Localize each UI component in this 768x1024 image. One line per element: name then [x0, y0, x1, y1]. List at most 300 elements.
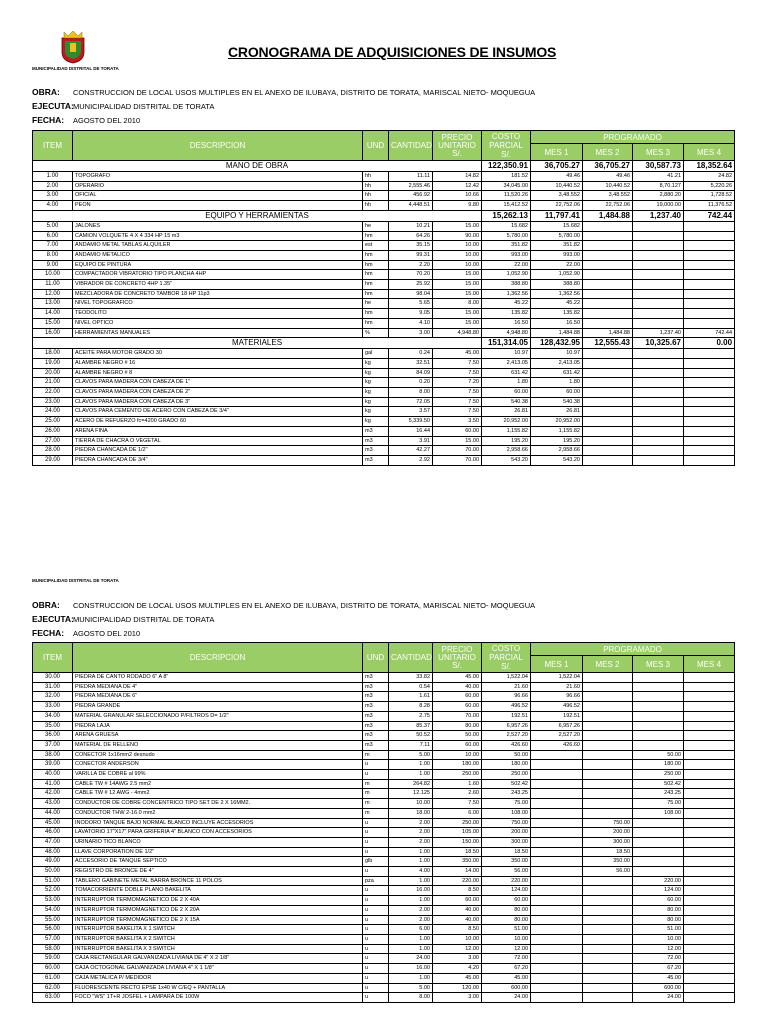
item-mes4	[684, 954, 735, 964]
item-unit: m	[363, 799, 389, 809]
item-precio: 60.00	[433, 692, 482, 702]
section-title: MATERIALES	[33, 338, 482, 349]
fecha-value: AGOSTO DEL 2010	[73, 116, 141, 125]
item-mes1: 2,413.05	[531, 358, 583, 368]
table-row	[33, 896, 735, 906]
table-row	[33, 388, 735, 398]
item-cantidad: 11.11	[389, 172, 433, 182]
ejecuta-value: MUNICIPALIDAD DISTRITAL DE TORATA	[73, 615, 215, 624]
item-cantidad: 3.91	[389, 436, 433, 446]
item-description: NIVEL OPTICO	[73, 318, 363, 328]
item-cantidad: 6.00	[389, 925, 433, 935]
item-mes2	[583, 692, 633, 702]
item-mes4	[684, 455, 735, 465]
table-row	[33, 250, 735, 260]
section-title: EQUIPO Y HERRAMIENTAS	[33, 210, 482, 221]
item-cantidad: 70.20	[389, 270, 433, 280]
item-cantidad: 2.00	[389, 915, 433, 925]
item-cantidad: 5.65	[389, 299, 433, 309]
item-mes1	[531, 896, 583, 906]
item-costo: 4,948.80	[482, 328, 531, 338]
item-mes2	[583, 740, 633, 750]
item-number: 28.00	[33, 446, 73, 456]
col-costo-header: COSTO PARCIAL S/.	[482, 643, 531, 673]
item-unit: hm	[363, 289, 389, 299]
item-mes4	[684, 770, 735, 780]
item-precio: 8.50	[433, 925, 482, 935]
item-costo: 20,952.00	[482, 417, 531, 427]
item-description: CAJA RECTANGULAR GALVANIZADA LIVIANA DE 4" X 2 1/8"	[73, 954, 363, 964]
item-costo: 10.97	[482, 349, 531, 359]
col-mes2-header: MES 2	[583, 144, 633, 161]
item-precio: 15.00	[433, 318, 482, 328]
table-row	[33, 760, 735, 770]
item-cantidad: 50.52	[389, 731, 433, 741]
item-mes1: 1.80	[531, 378, 583, 388]
table-row	[33, 770, 735, 780]
item-mes1: 15.682	[531, 221, 583, 231]
item-mes2: 56.00	[583, 867, 633, 877]
item-cantidad: 2.20	[389, 260, 433, 270]
item-mes2	[583, 993, 633, 1003]
item-mes4	[684, 250, 735, 260]
item-cantidad: 2.00	[389, 828, 433, 838]
item-mes3	[633, 407, 684, 417]
item-mes3	[633, 711, 684, 721]
item-cantidad: 64.26	[389, 231, 433, 241]
item-unit: u	[363, 760, 389, 770]
item-mes3	[633, 455, 684, 465]
item-mes4	[684, 692, 735, 702]
schedule-table-page-1	[32, 130, 735, 466]
item-precio: 12.42	[433, 181, 482, 191]
item-number: 13.00	[33, 299, 73, 309]
item-mes2	[583, 760, 633, 770]
item-number: 47.00	[33, 837, 73, 847]
item-mes4	[684, 349, 735, 359]
item-mes1: 388.80	[531, 280, 583, 290]
ejecuta-label: EJECUTA:	[32, 614, 74, 624]
item-number: 54.00	[33, 905, 73, 915]
obra-line	[32, 600, 535, 610]
item-cantidad: 1.00	[389, 857, 433, 867]
item-number: 3.00	[33, 191, 73, 201]
table-row	[33, 349, 735, 359]
item-mes2: 3,48.552	[583, 191, 633, 201]
item-mes4	[684, 289, 735, 299]
item-description: ANDAMIO METALICO	[73, 250, 363, 260]
item-mes4	[684, 436, 735, 446]
col-programado-header: PROGRAMADO	[531, 643, 735, 656]
item-precio: 8.50	[433, 886, 482, 896]
item-description: MATERIAL GRANULAR SELECCIONADO P/FILTROS D= 1/2"	[73, 711, 363, 721]
item-precio: 15.00	[433, 289, 482, 299]
item-mes4	[684, 934, 735, 944]
item-mes2	[583, 682, 633, 692]
item-mes4	[684, 407, 735, 417]
item-number: 19.00	[33, 358, 73, 368]
item-mes3	[633, 857, 684, 867]
item-costo: 34,045.00	[482, 181, 531, 191]
item-description: PIEDRA MEDIANA DE 4"	[73, 682, 363, 692]
item-mes3	[633, 837, 684, 847]
table-row	[33, 260, 735, 270]
item-cantidad: 85.37	[389, 721, 433, 731]
item-mes3: 8,70.127	[633, 181, 684, 191]
item-mes3: 108.00	[633, 808, 684, 818]
item-mes4: 5,220.26	[684, 181, 735, 191]
item-mes3: 60.00	[633, 896, 684, 906]
col-mes4-header: MES 4	[684, 144, 735, 161]
item-precio: 45.00	[433, 673, 482, 683]
item-description: INTERRUPTOR TERMOMAGNETICO DE 2 X 15A	[73, 915, 363, 925]
fecha-label: FECHA:	[32, 628, 65, 638]
item-mes1	[531, 983, 583, 993]
item-precio: 40.00	[433, 682, 482, 692]
item-mes1: 26.81	[531, 407, 583, 417]
item-mes2	[583, 731, 633, 741]
item-mes1	[531, 779, 583, 789]
item-costo: 388.80	[482, 280, 531, 290]
item-precio: 15.00	[433, 436, 482, 446]
item-cantidad: 42.27	[389, 446, 433, 456]
item-costo: 250.00	[482, 770, 531, 780]
item-cantidad: 5.00	[389, 983, 433, 993]
item-precio: 10.00	[433, 934, 482, 944]
item-mes2	[583, 750, 633, 760]
item-mes4	[684, 721, 735, 731]
item-description: PIEDRA MEDIANA DE 6"	[73, 692, 363, 702]
table-row	[33, 808, 735, 818]
item-precio: 15.00	[433, 270, 482, 280]
item-mes1	[531, 915, 583, 925]
item-unit: u	[363, 944, 389, 954]
item-description: CLAVOS PARA MADERA CON CABEZA DE 3"	[73, 397, 363, 407]
item-cantidad: 25.92	[389, 280, 433, 290]
item-mes4	[684, 915, 735, 925]
item-unit: kg	[363, 358, 389, 368]
item-description: CLAVOS PARA CEMENTO DE ACERO CON CABEZA DE 3/4"	[73, 407, 363, 417]
item-mes4	[684, 876, 735, 886]
item-costo: 180.00	[482, 760, 531, 770]
section-mes2-total: 1,484.88	[583, 210, 633, 221]
item-mes4	[684, 318, 735, 328]
item-unit: hh	[363, 201, 389, 211]
item-number: 39.00	[33, 760, 73, 770]
item-mes3	[633, 867, 684, 877]
item-description: FOCO "WS" 1T+R JOSFEL + LAMPARA DE 100W	[73, 993, 363, 1003]
item-unit: u	[363, 915, 389, 925]
item-costo: 124.00	[482, 886, 531, 896]
item-precio: 10.00	[433, 241, 482, 251]
item-number: 50.00	[33, 867, 73, 877]
item-precio: 2.60	[433, 789, 482, 799]
item-description: TIERRA DE CHACRA O VEGETAL	[73, 436, 363, 446]
table-row	[33, 231, 735, 241]
item-mes4	[684, 417, 735, 427]
table-row	[33, 397, 735, 407]
item-mes1: 135.82	[531, 309, 583, 319]
item-mes4	[684, 808, 735, 818]
item-unit: glb	[363, 857, 389, 867]
section-mes4-total: 18,352.64	[684, 161, 735, 172]
item-cantidad: 4,448.51	[389, 201, 433, 211]
item-mes2	[583, 964, 633, 974]
item-mes2	[583, 455, 633, 465]
section-mes3-total: 30,587.73	[633, 161, 684, 172]
item-mes1	[531, 837, 583, 847]
item-costo: 2,413.05	[482, 358, 531, 368]
item-mes1: 60.00	[531, 388, 583, 398]
section-mes4-total: 0.00	[684, 338, 735, 349]
item-precio: 7.50	[433, 407, 482, 417]
item-unit: kg	[363, 388, 389, 398]
item-unit: m3	[363, 436, 389, 446]
item-description: PIEDRA CHANCADA DE 3/4"	[73, 455, 363, 465]
item-mes3	[633, 231, 684, 241]
item-mes3: 12.00	[633, 944, 684, 954]
item-mes4	[684, 711, 735, 721]
item-number: 16.00	[33, 328, 73, 338]
table-row	[33, 280, 735, 290]
col-precio-header: PRECIO UNITARIO S/.	[433, 643, 482, 673]
item-number: 53.00	[33, 896, 73, 906]
item-costo: 16.50	[482, 318, 531, 328]
col-costo-header: COSTO PARCIAL S/.	[482, 131, 531, 161]
item-precio: 40.00	[433, 915, 482, 925]
item-number: 56.00	[33, 925, 73, 935]
item-mes3: 50.00	[633, 750, 684, 760]
item-unit: kg	[363, 368, 389, 378]
item-description: CONDUCTOR THW 2-16.0 mm2	[73, 808, 363, 818]
item-mes4	[684, 964, 735, 974]
item-number: 4.00	[33, 201, 73, 211]
table-row	[33, 673, 735, 683]
item-costo: 502.42	[482, 779, 531, 789]
item-precio: 60.00	[433, 702, 482, 712]
item-mes1: 1,155.82	[531, 426, 583, 436]
item-mes4	[684, 750, 735, 760]
item-mes1	[531, 993, 583, 1003]
item-mes3	[633, 436, 684, 446]
item-mes1: 631.42	[531, 368, 583, 378]
item-mes3: 243.25	[633, 789, 684, 799]
item-mes3: 180.00	[633, 760, 684, 770]
item-unit: u	[363, 818, 389, 828]
item-number: 29.00	[33, 455, 73, 465]
item-mes1: 6,957.26	[531, 721, 583, 731]
table-row	[33, 876, 735, 886]
document-title: CRONOGRAMA DE ADQUISICIONES DE INSUMOS	[228, 44, 557, 60]
item-mes3	[633, 673, 684, 683]
item-description: CLAVOS PARA MADERA CON CABEZA DE 1"	[73, 378, 363, 388]
item-costo: 5,780.00	[482, 231, 531, 241]
item-description: OPERARIO	[73, 181, 363, 191]
ejecuta-label: EJECUTA:	[32, 101, 74, 111]
section-costo-total: 151,314.05	[482, 338, 531, 349]
item-cantidad: 0.24	[389, 349, 433, 359]
item-mes3	[633, 847, 684, 857]
item-precio: 4.20	[433, 964, 482, 974]
item-number: 46.00	[33, 828, 73, 838]
item-number: 15.00	[33, 318, 73, 328]
item-mes3	[633, 349, 684, 359]
item-description: ACEITE PARA MOTOR GRADO 30	[73, 349, 363, 359]
item-precio: 70.00	[433, 455, 482, 465]
item-mes3: 80.00	[633, 905, 684, 915]
item-mes3	[633, 740, 684, 750]
item-mes2	[583, 779, 633, 789]
item-precio: 220.00	[433, 876, 482, 886]
section-mes3-total: 10,325.67	[633, 338, 684, 349]
table-row	[33, 426, 735, 436]
item-unit: m	[363, 789, 389, 799]
item-cantidad: 16.00	[389, 886, 433, 896]
item-unit: kg	[363, 378, 389, 388]
item-unit: m	[363, 808, 389, 818]
item-mes1	[531, 944, 583, 954]
table-row	[33, 289, 735, 299]
item-costo: 350.00	[482, 857, 531, 867]
item-cantidad: 456.92	[389, 191, 433, 201]
item-mes3: 67.20	[633, 964, 684, 974]
item-number: 45.00	[33, 818, 73, 828]
item-mes2	[583, 417, 633, 427]
item-mes4	[684, 309, 735, 319]
item-description: FLUORESCENTE RECTO EPSE 1x40 W C/EQ + PANTALLA	[73, 983, 363, 993]
item-number: 36.00	[33, 731, 73, 741]
item-description: PEON	[73, 201, 363, 211]
item-costo: 1,052.90	[482, 270, 531, 280]
item-mes1	[531, 760, 583, 770]
item-unit: u	[363, 973, 389, 983]
item-mes4	[684, 731, 735, 741]
item-unit: kg	[363, 417, 389, 427]
item-cantidad: 1.00	[389, 973, 433, 983]
item-number: 61.00	[33, 973, 73, 983]
municipality-caption: MUNICIPALIDAD DISTRITAL DE TORATA	[32, 578, 119, 583]
item-number: 21.00	[33, 378, 73, 388]
item-mes2	[583, 673, 633, 683]
item-mes1: 10.97	[531, 349, 583, 359]
item-mes3	[633, 731, 684, 741]
item-number: 49.00	[33, 857, 73, 867]
item-description: JALONES	[73, 221, 363, 231]
item-mes1	[531, 847, 583, 857]
item-mes4	[684, 388, 735, 398]
col-programado-header: PROGRAMADO	[531, 131, 735, 144]
item-mes1: 1,052.90	[531, 270, 583, 280]
table-row	[33, 368, 735, 378]
item-mes2	[583, 436, 633, 446]
item-number: 35.00	[33, 721, 73, 731]
item-description: EQUIPO DE PINTURA	[73, 260, 363, 270]
item-unit: u	[363, 847, 389, 857]
item-cantidad: 35.15	[389, 241, 433, 251]
table-row	[33, 973, 735, 983]
item-precio: 6.00	[433, 808, 482, 818]
table-row	[33, 378, 735, 388]
item-mes1	[531, 770, 583, 780]
item-unit: hm	[363, 250, 389, 260]
table-row	[33, 740, 735, 750]
table-row	[33, 828, 735, 838]
item-costo: 600.00	[482, 983, 531, 993]
item-mes3	[633, 721, 684, 731]
item-mes4	[684, 378, 735, 388]
item-unit: u	[363, 983, 389, 993]
item-cantidad: 2,555.46	[389, 181, 433, 191]
item-unit: m	[363, 750, 389, 760]
item-costo: 56.00	[482, 867, 531, 877]
item-mes4	[684, 231, 735, 241]
item-description: MEZCLADORA DE CONCRETO TAMBOR 18 HP 11p3	[73, 289, 363, 299]
item-unit: m3	[363, 426, 389, 436]
item-cantidad: 8.00	[389, 993, 433, 1003]
item-description: PIEDRA DE CANTO RODADO 6" A 8"	[73, 673, 363, 683]
table-row	[33, 886, 735, 896]
item-mes2	[583, 299, 633, 309]
item-number: 9.00	[33, 260, 73, 270]
item-mes1: 1,484.88	[531, 328, 583, 338]
item-mes1	[531, 925, 583, 935]
item-mes3	[633, 368, 684, 378]
item-mes4: 24.82	[684, 172, 735, 182]
item-unit: pza	[363, 876, 389, 886]
item-precio: 14.82	[433, 172, 482, 182]
item-cantidad: 16.00	[389, 964, 433, 974]
item-mes1	[531, 750, 583, 760]
item-description: LLAVE CORPORATION DE 1/2"	[73, 847, 363, 857]
item-description: REGISTRO DE BRONCE DE 4"	[73, 867, 363, 877]
item-mes4: 742.44	[684, 328, 735, 338]
item-mes4	[684, 828, 735, 838]
item-mes2	[583, 231, 633, 241]
item-mes3	[633, 270, 684, 280]
item-mes2	[583, 944, 633, 954]
item-mes1: 2,527.20	[531, 731, 583, 741]
item-description: COMPACTADOR VIBRATORIO TIPO PLANCHA 4HP	[73, 270, 363, 280]
item-mes1: 45.22	[531, 299, 583, 309]
item-description: TEODOLITO	[73, 309, 363, 319]
item-mes1	[531, 954, 583, 964]
col-cantidad-header: CANTIDAD	[389, 131, 433, 161]
item-cantidad: 264.82	[389, 779, 433, 789]
item-precio: 250.00	[433, 818, 482, 828]
item-number: 60.00	[33, 964, 73, 974]
table-row	[33, 692, 735, 702]
item-unit: u	[363, 770, 389, 780]
col-und-header: UND	[363, 643, 389, 673]
item-mes1: 192.51	[531, 711, 583, 721]
item-mes2: 300.00	[583, 837, 633, 847]
item-costo: 18.50	[482, 847, 531, 857]
item-mes1	[531, 857, 583, 867]
table-row	[33, 964, 735, 974]
item-costo: 1,362.56	[482, 289, 531, 299]
item-cantidad: 2.00	[389, 837, 433, 847]
item-unit: hh	[363, 181, 389, 191]
ejecuta-line	[32, 614, 214, 624]
item-cantidad: 32.51	[389, 358, 433, 368]
item-costo: 15.682	[482, 221, 531, 231]
table-row	[33, 954, 735, 964]
item-mes3: 600.00	[633, 983, 684, 993]
item-cantidad: 1.00	[389, 876, 433, 886]
section-mes2-total: 12,555.43	[583, 338, 633, 349]
item-mes1: 3,48.552	[531, 191, 583, 201]
item-precio: 10.00	[433, 260, 482, 270]
